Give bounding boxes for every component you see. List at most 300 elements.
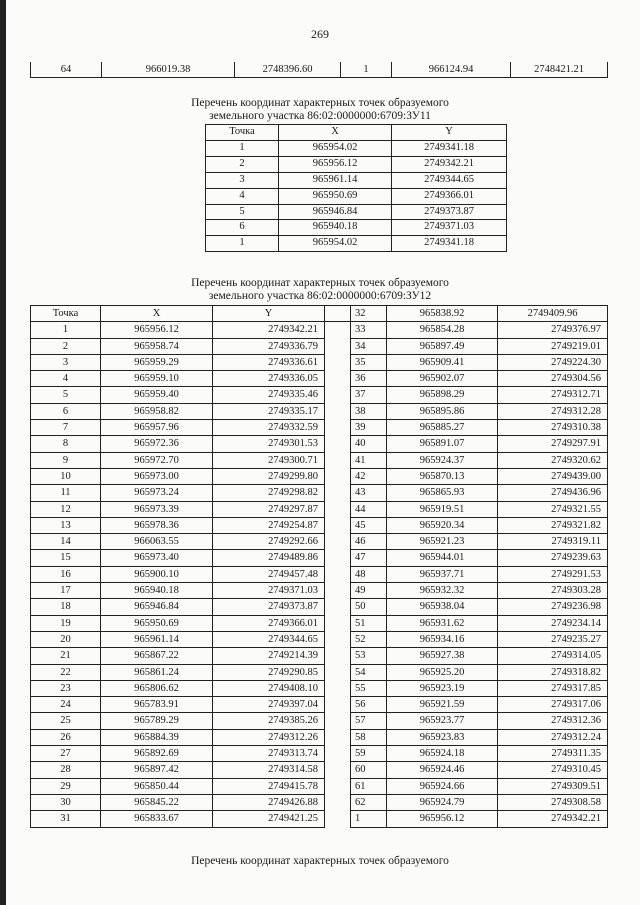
y-cell: 2749304.56 — [498, 371, 608, 387]
point-cell: 11 — [31, 485, 101, 501]
y-cell: 2749301.53 — [213, 436, 325, 452]
continued-table-last-row — [30, 62, 608, 78]
table-row — [31, 746, 608, 762]
x-cell: 965931.62 — [387, 615, 498, 631]
column-gap — [325, 387, 351, 403]
y-cell: 2749310.45 — [498, 762, 608, 778]
x-cell: 965972.36 — [101, 436, 213, 452]
table-row — [206, 220, 507, 236]
point-cell: 31 — [31, 811, 101, 827]
header-point: Точка — [206, 125, 279, 141]
y-cell: 2749219.01 — [498, 338, 608, 354]
y-cell: 2749292.66 — [213, 534, 325, 550]
point-cell: 57 — [351, 713, 387, 729]
point-cell: 1 — [206, 236, 279, 252]
x-cell: 965865.93 — [387, 485, 498, 501]
point-cell: 59 — [351, 746, 387, 762]
y-cell: 2749236.98 — [498, 599, 608, 615]
table-row — [31, 615, 608, 631]
point-cell: 29 — [31, 778, 101, 794]
x-cell: 965940.18 — [279, 220, 392, 236]
x-cell: 965956.12 — [279, 156, 392, 172]
x-cell: 965946.84 — [101, 599, 213, 615]
point-cell: 25 — [31, 713, 101, 729]
column-gap — [325, 729, 351, 745]
table-row — [31, 468, 608, 484]
x-cell: 965978.36 — [101, 517, 213, 533]
x-cell: 965845.22 — [101, 794, 213, 810]
column-gap — [325, 631, 351, 647]
column-gap — [325, 778, 351, 794]
point-cell: 17 — [31, 583, 101, 599]
table-row — [31, 62, 608, 78]
point-cell: 4 — [206, 188, 279, 204]
point-cell: 23 — [31, 680, 101, 696]
x-cell: 965944.01 — [387, 550, 498, 566]
y-cell: 2749366.01 — [213, 615, 325, 631]
point-cell: 50 — [351, 599, 387, 615]
y-cell: 2749290.85 — [213, 664, 325, 680]
x-cell: 965950.69 — [101, 615, 213, 631]
y-cell: 2749254.87 — [213, 517, 325, 533]
point-cell: 5 — [31, 387, 101, 403]
caption-line: земельного участка 86:02:0000000:6709:ЗУ12 — [208, 290, 432, 302]
column-gap — [325, 485, 351, 501]
x-cell: 965892.69 — [101, 746, 213, 762]
x-cell: 965861.24 — [101, 664, 213, 680]
section2-caption — [0, 277, 640, 303]
y-cell: 2749341.18 — [392, 140, 507, 156]
table-header-row — [206, 125, 507, 141]
y-cell: 2749319.11 — [498, 534, 608, 550]
x-cell: 965783.91 — [101, 697, 213, 713]
point-cell: 5 — [206, 204, 279, 220]
table-row — [31, 631, 608, 647]
header-y: Y — [213, 306, 325, 322]
x-cell: 965957.96 — [101, 420, 213, 436]
point-cell: 15 — [31, 550, 101, 566]
y-cell: 2749336.05 — [213, 371, 325, 387]
x-cell: 965884.39 — [101, 729, 213, 745]
point-cell: 1 — [351, 811, 387, 827]
table-row — [31, 762, 608, 778]
table-row — [31, 550, 608, 566]
coordinates-table-zu12 — [30, 305, 608, 828]
table-row — [31, 811, 608, 827]
x-cell: 965920.34 — [387, 517, 498, 533]
y-cell: 2749235.27 — [498, 631, 608, 647]
x-cell: 965806.62 — [101, 680, 213, 696]
y-cell: 2749297.91 — [498, 436, 608, 452]
y-cell: 2749408.10 — [213, 680, 325, 696]
y-cell: 2749320.62 — [498, 452, 608, 468]
point-cell: 2 — [31, 338, 101, 354]
point-cell: 55 — [351, 680, 387, 696]
point-cell: 35 — [351, 354, 387, 370]
x-cell: 965900.10 — [101, 566, 213, 582]
x-cell: 965956.12 — [101, 322, 213, 338]
x-cell: 965885.27 — [387, 420, 498, 436]
y-cell: 2749489.86 — [213, 550, 325, 566]
x-cell: 965961.14 — [101, 631, 213, 647]
table-row — [31, 599, 608, 615]
table-row — [31, 501, 608, 517]
x-cell: 965919.51 — [387, 501, 498, 517]
header-x: X — [101, 306, 213, 322]
point-cell: 61 — [351, 778, 387, 794]
y-cell: 2749239.63 — [498, 550, 608, 566]
x-cell: 965902.07 — [387, 371, 498, 387]
y-cell: 2749371.03 — [392, 220, 507, 236]
scan-left-edge — [0, 0, 6, 905]
point-cell: 9 — [31, 452, 101, 468]
table-row — [31, 452, 608, 468]
x-cell: 965923.83 — [387, 729, 498, 745]
caption-line: земельного участка 86:02:0000000:6709:ЗУ11 — [209, 110, 431, 122]
point-cell: 42 — [351, 468, 387, 484]
y-cell: 2749224.30 — [498, 354, 608, 370]
point-cell: 24 — [31, 697, 101, 713]
column-gap — [325, 354, 351, 370]
point-cell: 32 — [351, 306, 387, 322]
y-cell: 2749234.14 — [498, 615, 608, 631]
point-cell: 30 — [31, 794, 101, 810]
x-cell: 965973.40 — [101, 550, 213, 566]
point-cell: 4 — [31, 371, 101, 387]
x-cell: 965833.67 — [101, 811, 213, 827]
y-cell: 2749332.59 — [213, 420, 325, 436]
point-cell: 20 — [31, 631, 101, 647]
point-cell: 3 — [206, 172, 279, 188]
x-cell: 965909.41 — [387, 354, 498, 370]
point-cell: 48 — [351, 566, 387, 582]
y-cell: 2749439.00 — [498, 468, 608, 484]
x-cell: 966063.55 — [101, 534, 213, 550]
section3-caption: Перечень координат характерных точек образуемого — [191, 855, 449, 867]
y-cell: 2749321.82 — [498, 517, 608, 533]
x-cell: 965897.49 — [387, 338, 498, 354]
column-gap — [325, 811, 351, 827]
x-cell: 965958.82 — [101, 403, 213, 419]
point-cell: 2 — [206, 156, 279, 172]
y-cell: 2749311.35 — [498, 746, 608, 762]
y-cell: 2749341.18 — [392, 236, 507, 252]
header-point: Точка — [31, 306, 101, 322]
section1-caption — [0, 97, 640, 123]
point-cell: 33 — [351, 322, 387, 338]
x-cell: 965870.13 — [387, 468, 498, 484]
y-cell: 2749415.78 — [213, 778, 325, 794]
x-cell: 965972.70 — [101, 452, 213, 468]
table-row — [31, 322, 608, 338]
table-header-row — [31, 306, 608, 322]
point-cell: 52 — [351, 631, 387, 647]
caption-line: Перечень координат характерных точек образуемого — [191, 277, 449, 289]
x-cell: 965946.84 — [279, 204, 392, 220]
x-cell: 965924.46 — [387, 762, 498, 778]
column-gap — [325, 371, 351, 387]
point-cell: 18 — [31, 599, 101, 615]
point-cell: 47 — [351, 550, 387, 566]
table-row — [31, 354, 608, 370]
point-cell: 40 — [351, 436, 387, 452]
y-cell: 2749313.74 — [213, 746, 325, 762]
y-cell: 2749299.80 — [213, 468, 325, 484]
x-cell: 966019.38 — [102, 62, 235, 78]
point-cell: 37 — [351, 387, 387, 403]
table-row — [31, 517, 608, 533]
point-cell: 13 — [31, 517, 101, 533]
point-cell: 8 — [31, 436, 101, 452]
y-cell: 2749318.82 — [498, 664, 608, 680]
table-row — [31, 680, 608, 696]
y-cell: 2748396.60 — [235, 62, 341, 78]
table-row — [31, 420, 608, 436]
x-cell: 965854.28 — [387, 322, 498, 338]
point-cell: 1 — [341, 62, 392, 78]
table-row — [206, 140, 507, 156]
column-gap — [325, 713, 351, 729]
column-gap — [325, 599, 351, 615]
table-row — [31, 794, 608, 810]
x-cell: 965923.19 — [387, 680, 498, 696]
point-cell: 12 — [31, 501, 101, 517]
column-gap — [325, 648, 351, 664]
coordinates-table-zu11 — [205, 124, 507, 252]
y-cell: 2749310.38 — [498, 420, 608, 436]
column-gap — [325, 680, 351, 696]
column-gap — [325, 501, 351, 517]
x-cell: 965959.40 — [101, 387, 213, 403]
y-cell: 2749298.82 — [213, 485, 325, 501]
point-cell: 36 — [351, 371, 387, 387]
header-y: Y — [392, 125, 507, 141]
column-gap — [325, 794, 351, 810]
x-cell: 965954.02 — [279, 140, 392, 156]
y-cell: 2749336.61 — [213, 354, 325, 370]
y-cell: 2749321.55 — [498, 501, 608, 517]
table-row — [31, 566, 608, 582]
table-row — [31, 387, 608, 403]
point-cell: 56 — [351, 697, 387, 713]
table-row — [206, 156, 507, 172]
point-cell: 58 — [351, 729, 387, 745]
x-cell: 965973.39 — [101, 501, 213, 517]
x-cell: 965950.69 — [279, 188, 392, 204]
x-cell: 965898.29 — [387, 387, 498, 403]
y-cell: 2749344.65 — [213, 631, 325, 647]
x-cell: 965924.79 — [387, 794, 498, 810]
x-cell: 965940.18 — [101, 583, 213, 599]
x-cell: 965973.24 — [101, 485, 213, 501]
table-row — [31, 664, 608, 680]
x-cell: 965934.16 — [387, 631, 498, 647]
y-cell: 2749312.71 — [498, 387, 608, 403]
point-cell: 14 — [31, 534, 101, 550]
x-cell: 965959.10 — [101, 371, 213, 387]
table-row — [206, 204, 507, 220]
y-cell: 2749314.58 — [213, 762, 325, 778]
table-row — [31, 713, 608, 729]
y-cell: 2748421.21 — [511, 62, 608, 78]
y-cell: 2749342.21 — [498, 811, 608, 827]
x-cell: 965925.20 — [387, 664, 498, 680]
column-gap — [325, 534, 351, 550]
point-cell: 1 — [31, 322, 101, 338]
x-cell: 965850.44 — [101, 778, 213, 794]
point-cell: 62 — [351, 794, 387, 810]
x-cell: 965891.07 — [387, 436, 498, 452]
y-cell: 2749314.05 — [498, 648, 608, 664]
point-cell: 46 — [351, 534, 387, 550]
y-cell: 2749409.96 — [498, 306, 608, 322]
table-row — [31, 485, 608, 501]
y-cell: 2749291.53 — [498, 566, 608, 582]
x-cell: 965924.37 — [387, 452, 498, 468]
x-cell: 965921.23 — [387, 534, 498, 550]
x-cell: 965927.38 — [387, 648, 498, 664]
table-row — [31, 371, 608, 387]
table-row — [31, 697, 608, 713]
y-cell: 2749421.25 — [213, 811, 325, 827]
column-gap — [325, 746, 351, 762]
point-cell: 41 — [351, 452, 387, 468]
point-cell: 44 — [351, 501, 387, 517]
y-cell: 2749342.21 — [392, 156, 507, 172]
x-cell: 965924.18 — [387, 746, 498, 762]
y-cell: 2749336.79 — [213, 338, 325, 354]
x-cell: 965937.71 — [387, 566, 498, 582]
point-cell: 53 — [351, 648, 387, 664]
table-row — [31, 436, 608, 452]
column-gap — [325, 664, 351, 680]
header-x: X — [279, 125, 392, 141]
y-cell: 2749373.87 — [392, 204, 507, 220]
table-row — [206, 172, 507, 188]
y-cell: 2749312.36 — [498, 713, 608, 729]
column-gap — [325, 550, 351, 566]
x-cell: 965938.04 — [387, 599, 498, 615]
point-cell: 28 — [31, 762, 101, 778]
y-cell: 2749385.26 — [213, 713, 325, 729]
x-cell: 965932.32 — [387, 583, 498, 599]
column-gap — [325, 468, 351, 484]
y-cell: 2749335.46 — [213, 387, 325, 403]
point-cell: 60 — [351, 762, 387, 778]
x-cell: 965959.29 — [101, 354, 213, 370]
y-cell: 2749308.58 — [498, 794, 608, 810]
y-cell: 2749312.26 — [213, 729, 325, 745]
column-gap — [325, 420, 351, 436]
point-cell: 6 — [206, 220, 279, 236]
point-cell: 19 — [31, 615, 101, 631]
y-cell: 2749312.28 — [498, 403, 608, 419]
table-row — [206, 188, 507, 204]
column-gap — [325, 338, 351, 354]
y-cell: 2749297.87 — [213, 501, 325, 517]
table-row — [31, 778, 608, 794]
y-cell: 2749317.06 — [498, 697, 608, 713]
point-cell: 51 — [351, 615, 387, 631]
y-cell: 2749317.85 — [498, 680, 608, 696]
column-gap — [325, 615, 351, 631]
y-cell: 2749300.71 — [213, 452, 325, 468]
x-cell: 965867.22 — [101, 648, 213, 664]
y-cell: 2749371.03 — [213, 583, 325, 599]
column-gap — [325, 436, 351, 452]
y-cell: 2749303.28 — [498, 583, 608, 599]
x-cell: 965961.14 — [279, 172, 392, 188]
table-row — [206, 236, 507, 252]
column-gap — [325, 697, 351, 713]
column-gap — [325, 517, 351, 533]
point-cell: 54 — [351, 664, 387, 680]
column-gap — [325, 583, 351, 599]
y-cell: 2749426.88 — [213, 794, 325, 810]
x-cell: 965956.12 — [387, 811, 498, 827]
x-cell: 965895.86 — [387, 403, 498, 419]
table-row — [31, 648, 608, 664]
point-cell: 39 — [351, 420, 387, 436]
x-cell: 965838.92 — [387, 306, 498, 322]
point-cell: 45 — [351, 517, 387, 533]
column-gap — [325, 452, 351, 468]
point-cell: 21 — [31, 648, 101, 664]
y-cell: 2749312.24 — [498, 729, 608, 745]
point-cell: 7 — [31, 420, 101, 436]
point-cell: 64 — [31, 62, 102, 78]
y-cell: 2749342.21 — [213, 322, 325, 338]
x-cell: 965789.29 — [101, 713, 213, 729]
point-cell: 26 — [31, 729, 101, 745]
column-gap — [325, 306, 351, 322]
table-row — [31, 403, 608, 419]
point-cell: 34 — [351, 338, 387, 354]
column-gap — [325, 322, 351, 338]
x-cell: 965923.77 — [387, 713, 498, 729]
point-cell: 10 — [31, 468, 101, 484]
x-cell: 965924.66 — [387, 778, 498, 794]
table-row — [31, 583, 608, 599]
point-cell: 27 — [31, 746, 101, 762]
column-gap — [325, 566, 351, 582]
point-cell: 22 — [31, 664, 101, 680]
point-cell: 49 — [351, 583, 387, 599]
y-cell: 2749436.96 — [498, 485, 608, 501]
y-cell: 2749376.97 — [498, 322, 608, 338]
table-row — [31, 729, 608, 745]
column-gap — [325, 403, 351, 419]
y-cell: 2749397.04 — [213, 697, 325, 713]
y-cell: 2749214.39 — [213, 648, 325, 664]
x-cell: 966124.94 — [392, 62, 511, 78]
point-cell: 16 — [31, 566, 101, 582]
y-cell: 2749457.48 — [213, 566, 325, 582]
point-cell: 6 — [31, 403, 101, 419]
point-cell: 3 — [31, 354, 101, 370]
table-row — [31, 534, 608, 550]
point-cell: 43 — [351, 485, 387, 501]
x-cell: 965958.74 — [101, 338, 213, 354]
x-cell: 965921.59 — [387, 697, 498, 713]
point-cell: 1 — [206, 140, 279, 156]
x-cell: 965954.02 — [279, 236, 392, 252]
caption-line: Перечень координат характерных точек образуемого — [191, 97, 449, 109]
column-gap — [325, 762, 351, 778]
y-cell: 2749309.51 — [498, 778, 608, 794]
x-cell: 965973.00 — [101, 468, 213, 484]
y-cell: 2749344.65 — [392, 172, 507, 188]
